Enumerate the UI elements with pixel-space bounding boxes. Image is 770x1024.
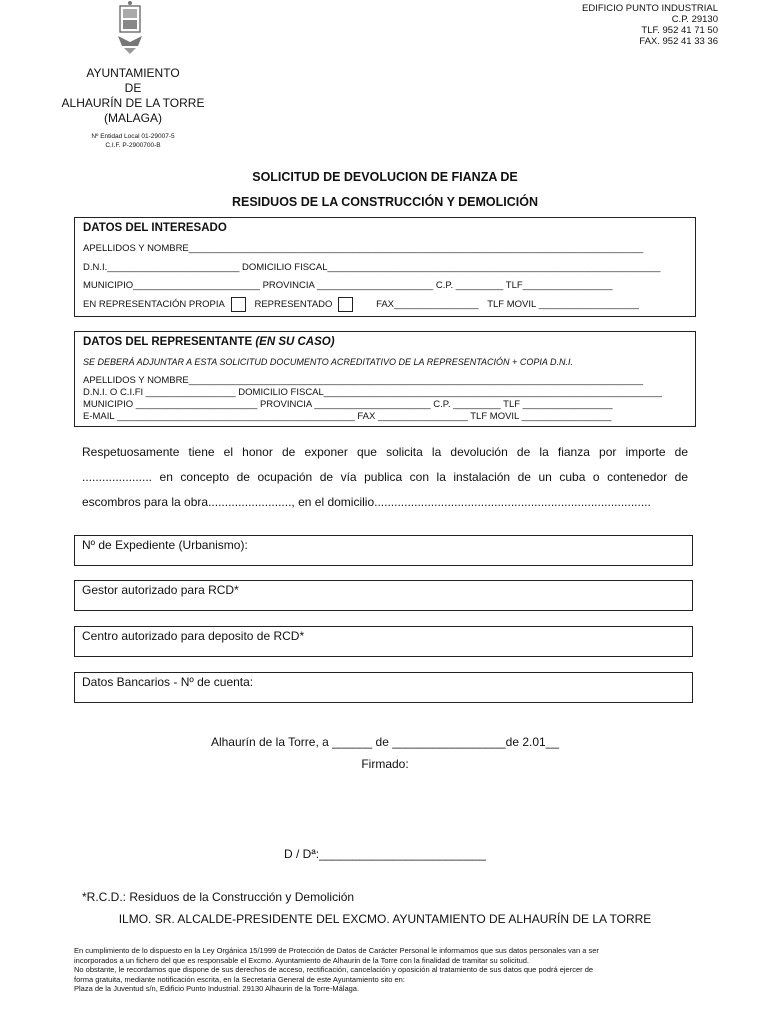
bancarios-label: Datos Bancarios - Nº de cuenta:: [82, 675, 254, 689]
representante-fax-field[interactable]: FAX _________________: [357, 411, 468, 422]
representante-municipio-row: [83, 399, 687, 410]
gestor-box[interactable]: [74, 580, 693, 611]
firmante-name-field[interactable]: D / Dª:_________________________: [284, 847, 486, 861]
centro-box[interactable]: [74, 626, 693, 657]
legal-notice: En cumplimiento de lo dispuesto en la Ley Orgánica 15/1999 de Protección de Datos de Carácter Personal le informamos que sus datos personales van a ser incorporados a un fichero del que es responsable el Excmo. Ayuntamiento de Alhaurin de la Torre con la finalidad de tramitar su solicitud. No obstante, le recordamos que dispone de sus derechos de acceso, rectificación, cancelación y oposición al tratamiento de sus datos que podrá ejercer de forma gratuita, mediante notificación escrita, en la Secretaria General de este Ayuntamiento sito en: Plaza de la Juventud s/n, Edificio Punto Industrial. 29130 Alhaurin de la Torre-Málaga.: [74, 946, 599, 993]
expediente-box[interactable]: [74, 535, 693, 566]
interesado-tlf-movil-field[interactable]: TLF MOVIL ___________________: [487, 299, 639, 311]
representante-dni-field[interactable]: D.N.I. O C.I.FI _________________: [83, 387, 236, 398]
representante-note: SE DEBERÁ ADJUNTAR A ESTA SOLICITUD DOCUMENTO ACREDITATIVO DE LA REPRESENTACIÓN + COPIA D.N.I.: [83, 357, 573, 367]
representante-dni-row: [83, 387, 687, 398]
interesado-tlf-field[interactable]: TLF_________________: [505, 280, 613, 291]
interesado-municipio-row: [83, 280, 687, 291]
interesado-provincia-field[interactable]: PROVINCIA ______________________: [262, 280, 434, 291]
representante-email-field[interactable]: E-MAIL _____________________________________________: [83, 411, 355, 422]
firma-lugar-fecha[interactable]: Alhaurín de la Torre, a ______ de _________________de 2.01__: [210, 735, 560, 749]
representado-label: REPRESENTADO: [254, 299, 333, 311]
expediente-label: Nº de Expediente (Urbanismo):: [82, 538, 248, 552]
representante-apellidos-field[interactable]: APELLIDOS Y NOMBRE______________________________________________________________________________________: [83, 375, 644, 386]
organization-name: AYUNTAMIENTO DE ALHAURÍN DE LA TORRE (MALAGA): [61, 66, 205, 125]
representante-email-row: [83, 411, 687, 422]
representante-heading-note: (EN SU CASO): [255, 336, 335, 348]
exposicion-line1: Respetuosamente tiene el honor de exponer que solicita la devolución de la fianza por importe de: [82, 445, 688, 459]
interesado-heading: DATOS DEL INTERESADO: [83, 222, 227, 234]
rcd-footnote: *R.C.D.: Residuos de la Construcción y Demolición: [82, 890, 355, 904]
representacion-propia-checkbox[interactable]: [231, 297, 246, 312]
exposicion-line3: escombros para la obra........................., en el domicilio...................................................................................: [82, 495, 651, 509]
form-title-line2: RESIDUOS DE LA CONSTRUCCIÓN Y DEMOLICIÓN: [231, 195, 539, 209]
representante-tlf-field[interactable]: TLF _________________: [503, 399, 613, 410]
representante-municipio-field[interactable]: MUNICIPIO _______________________: [83, 399, 258, 410]
destinatario: ILMO. SR. ALCALDE-PRESIDENTE DEL EXCMO. AYUNTAMIENTO DE ALHAURÍN DE LA TORRE: [118, 912, 652, 926]
interesado-representacion-row: [83, 297, 687, 312]
centro-label: Centro autorizado para deposito de RCD*: [82, 629, 305, 643]
representante-cp-field[interactable]: C.P. _________: [433, 399, 501, 410]
gestor-label: Gestor autorizado para RCD*: [82, 583, 239, 597]
interesado-dni-row: [83, 262, 687, 273]
exposicion-paragraph: [82, 440, 688, 515]
address-block: EDIFICIO PUNTO INDUSTRIAL C.P. 29130 TLF. 952 41 71 50 FAX. 952 41 33 36: [581, 3, 718, 47]
representado-checkbox[interactable]: [338, 297, 353, 312]
interesado-dni-field[interactable]: D.N.I._________________________: [83, 262, 240, 273]
exposicion-line2: ..................... en concepto de ocupación de vía publica con la instalación de un cuba o contenedor de: [82, 470, 688, 484]
interesado-apellidos-field[interactable]: APELLIDOS Y NOMBRE______________________________________________________________________________________: [83, 243, 644, 254]
representante-domicilio-field[interactable]: DOMICILIO FISCAL________________________________________________________________: [238, 387, 662, 398]
interesado-fax-field[interactable]: FAX________________: [376, 299, 479, 311]
bancarios-box[interactable]: [74, 672, 693, 703]
representacion-propia-label: EN REPRESENTACIÓN PROPIA: [83, 299, 225, 311]
representante-section: [74, 331, 696, 427]
firmado-label: Firmado:: [361, 757, 409, 771]
interesado-domicilio-field[interactable]: DOMICILIO FISCAL_______________________________________________________________: [242, 262, 661, 273]
coat-of-arms-icon: [112, 0, 150, 58]
interesado-municipio-field[interactable]: MUNICIPIO________________________: [83, 280, 260, 291]
interesado-cp-field[interactable]: C.P. _________: [435, 280, 504, 291]
representante-tlf-movil-field[interactable]: TLF MOVIL _________________: [470, 411, 612, 422]
interesado-section: [74, 217, 696, 317]
entity-info: Nº Entidad Local 01-29007-5 C.I.F. P-2900700-B: [91, 133, 175, 149]
representante-heading: DATOS DEL REPRESENTANTE (EN SU CASO): [83, 336, 335, 348]
form-title-line1: SOLICITUD DE DEVOLUCION DE FIANZA DE: [252, 170, 518, 184]
representante-provincia-field[interactable]: PROVINCIA ______________________: [259, 399, 431, 410]
